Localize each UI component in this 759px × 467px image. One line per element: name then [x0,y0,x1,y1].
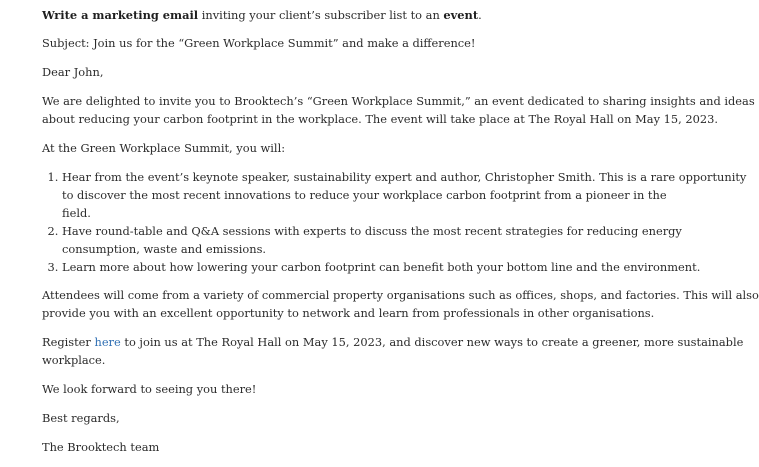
benefits-list [42,168,747,276]
attendees-line: provide you with an excellent opportunity to network and learn from professionals in other organisations. [42,306,655,320]
email-subject: Subject: Join us for the “Green Workplace Summit” and make a difference! [42,36,476,50]
email-body [42,6,759,467]
list-item-line: to discover the most recent innovations to reduce your workplace carbon footprint from a pioneer in the [62,188,667,202]
prompt-bold-1: Write a marketing email [42,8,199,22]
list-item-line: field. [62,206,91,220]
prompt-text-1: inviting your client’s subscriber list to an [198,8,444,22]
sign-off: Best regards, [42,411,120,425]
list-item [62,222,682,258]
list-item-line: 1. Hear from the event’s keynote speaker, sustainability expert and author, Christopher Smith. This is a rare opportunity [62,170,747,184]
list-intro: At the Green Workplace Summit, you will: [42,141,286,155]
register-here-link[interactable]: here [94,335,121,349]
prompt-bold-2: event [443,8,479,22]
register-prefix: Register [42,335,95,349]
register-line-2: workplace. [42,353,106,367]
prompt-text-2: . [478,8,482,22]
signature: The Brooktech team [42,440,160,454]
register-line-1 [42,333,744,351]
intro-paragraph [42,92,755,128]
intro-line: We are delighted to invite you to Brooktech’s “Green Workplace Summit,” an event dedicated to sharing insights and ideas [42,94,755,108]
task-prompt [42,6,672,24]
register-paragraph [42,333,744,369]
list-item-line: 2. Have round-table and Q&A sessions with experts to discuss the most recent strategies for reducing energy [62,224,682,238]
list-item [62,168,747,222]
closing-line: We look forward to seeing you there! [42,382,257,396]
email-greeting: Dear John, [42,65,104,79]
list-item-line: consumption, waste and emissions. [62,242,267,256]
list-item [62,258,701,276]
attendees-paragraph [42,286,759,322]
attendees-line: Attendees will come from a variety of commercial property organisations such as offices, shops, and factories. This will also [42,288,759,302]
list-item-line: 3. Learn more about how lowering your carbon footprint can benefit both your bottom line and the environment. [62,260,701,274]
intro-line: about reducing your carbon footprint in the workplace. The event will take place at The Royal Hall on May 15, 2023. [42,112,718,126]
register-line-1-rest: to join us at The Royal Hall on May 15, 2023, and discover new ways to create a greener, more sustainable [120,335,744,349]
